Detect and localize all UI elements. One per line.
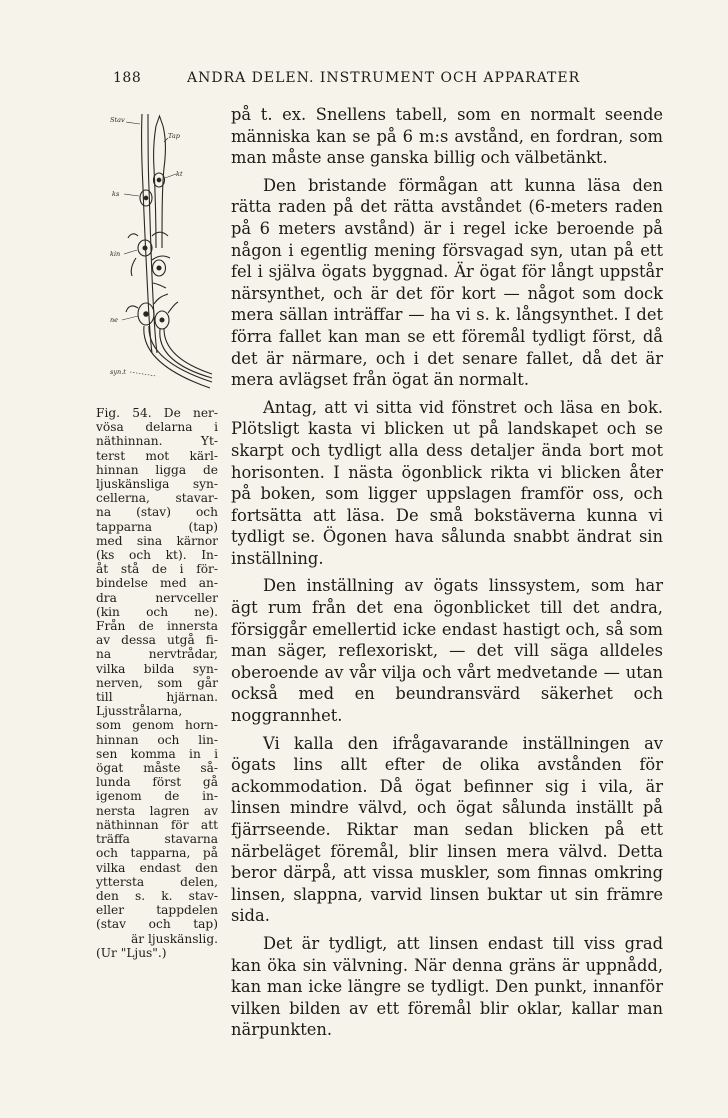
caption-line: (stav och tap) bbox=[96, 917, 218, 932]
retina-illustration bbox=[108, 108, 216, 398]
caption-line: näthinnan för att bbox=[96, 817, 218, 832]
caption-line: tapparna (tap) bbox=[96, 519, 218, 534]
paragraph: Antag, att vi sitta vid fönstret och läsa en bok. Plötsligt kasta vi blicken ut på landskapet och se skarpt och tydligt alla dess detaljer ända bort mot horisonten. I nästa ögonblick rikta vi blicken åter på boken, som ligger uppslagen framför oss, och fortsätta att läsa. De små bokstäverna kunna vi tydligt se. Ögonen hava sålunda snabbt ändrat sin inställning. bbox=[231, 397, 663, 568]
caption-line: (ks och kt). In- bbox=[96, 548, 218, 563]
paragraph: Vi kalla den ifrågavarande inställningen av ögats lins allt efter de olika avstånden för ackommodation. Då ögat befinner sig i vila, är linsen mindre välvd, och ögat sålunda inställt på fjärrseende. Riktar man sedan blicken på ett närbeläget föremål, blir linsen mera välvd. Detta beror därpå, att vissa muskler, som finnas omkring linsen, slappna, varvid linsen buktar ut sin främre sida. bbox=[231, 733, 663, 926]
caption-line: lunda först gå bbox=[96, 775, 218, 790]
caption-line: Från de innersta bbox=[96, 619, 218, 634]
caption-line: med sina kärnor bbox=[96, 533, 218, 548]
caption-line: vösa delarna i bbox=[96, 420, 218, 435]
caption-line: Fig. 54. De ner- bbox=[96, 406, 218, 420]
caption-line: är ljuskänslig. bbox=[131, 931, 218, 946]
retina-figure bbox=[108, 108, 216, 398]
caption-line: åt stå de i för- bbox=[96, 562, 218, 577]
label-ne: ne bbox=[110, 316, 119, 324]
caption-line: av dessa utgå fi- bbox=[96, 633, 218, 648]
caption-line: (Ur "Ljus".) bbox=[96, 945, 167, 960]
label-ks: ks bbox=[112, 190, 120, 198]
paragraph: Den inställning av ögats linssystem, som har ägt rum från det ena ögonblicket till det andra, försiggår emellertid icke endast hastigt och, så som man säger, reflexoriskt, — det vill säga alldeles oberoende av vår vilja och vårt medvetande — utan också med en beundransvärd säkerhet och noggrannhet. bbox=[231, 576, 663, 726]
caption-line: yttersta delen, bbox=[96, 874, 218, 889]
caption-line: eller tappdelen bbox=[96, 903, 218, 918]
caption-line: hinnan och lin- bbox=[96, 732, 218, 747]
label-kin: kin bbox=[110, 250, 121, 258]
caption-line: Ljusstrålarna, bbox=[96, 704, 183, 719]
caption-line: terst mot kärl- bbox=[96, 448, 218, 463]
main-text bbox=[231, 104, 663, 1047]
caption-line: vilka bilda syn- bbox=[96, 661, 218, 676]
caption-line: cellerna, stavar- bbox=[96, 491, 218, 506]
caption-line: vilka endast den bbox=[96, 860, 218, 875]
caption-line: träffa stavarna bbox=[96, 832, 218, 847]
caption-line: nersta lagren av bbox=[96, 803, 218, 818]
page-number: 188 bbox=[113, 70, 142, 86]
caption-line: hinnan ligga de bbox=[96, 462, 218, 477]
caption-line: och tapparna, på bbox=[96, 846, 218, 861]
paragraph: Den bristande förmågan att kunna läsa den rätta raden på det rätta avståndet (6-meters raden på 6 meters avstånd) är i regel icke beroende på någon i egentlig mening försvagad syn, utan på ett fel i själva ögats byggnad. Är ögat för långt uppstår närsynthet, och är det för kort — något som dock mera sällan inträffar — ha vi s. k. långsynthet. I det förra fallet kan man se ett föremål tydligt först, då det är närmare, och i det senare fallet, då det är mera avlägset från ögat än normalt. bbox=[231, 175, 663, 390]
caption-line: (kin och ne). bbox=[96, 604, 218, 619]
paragraph: på t. ex. Snellens tabell, som en normalt seende människa kan se på 6 m:s avstånd, en fordran, som man måste anse ganska billig och välbetänkt. bbox=[231, 105, 663, 168]
caption-line: igenom de in- bbox=[96, 789, 218, 804]
caption-line: ljuskänsliga syn- bbox=[96, 477, 218, 492]
caption-line: sen komma in i bbox=[96, 746, 218, 761]
label-kt: kt bbox=[176, 170, 183, 178]
figure-caption bbox=[96, 406, 218, 960]
caption-line: nerven, som går bbox=[96, 675, 218, 690]
caption-line: näthinnan. Yt- bbox=[96, 434, 218, 449]
label-stav: Stav bbox=[110, 116, 125, 124]
caption-line: till hjärnan. bbox=[96, 690, 218, 705]
caption-line: na (stav) och bbox=[96, 505, 218, 520]
caption-line: dra nervceller bbox=[96, 590, 218, 605]
label-tap: Tap bbox=[168, 132, 180, 140]
label-synt: syn.t bbox=[110, 368, 126, 376]
caption-line: na nervtrådar, bbox=[96, 647, 218, 662]
caption-line: som genom horn- bbox=[96, 718, 218, 733]
caption-line: ögat måste så- bbox=[96, 761, 218, 776]
running-head: ANDRA DELEN. INSTRUMENT OCH APPARATER bbox=[187, 70, 581, 86]
caption-line: bindelse med an- bbox=[96, 576, 218, 591]
paragraph: Det är tydligt, att linsen endast till viss grad kan öka sin välvning. När denna gräns är uppnådd, kan man icke längre se tydligt. Den punkt, innanför vilken bilden av ett föremål blir oklar, kallar man närpunkten. bbox=[231, 933, 663, 1040]
caption-line: den s. k. stav- bbox=[96, 888, 218, 903]
